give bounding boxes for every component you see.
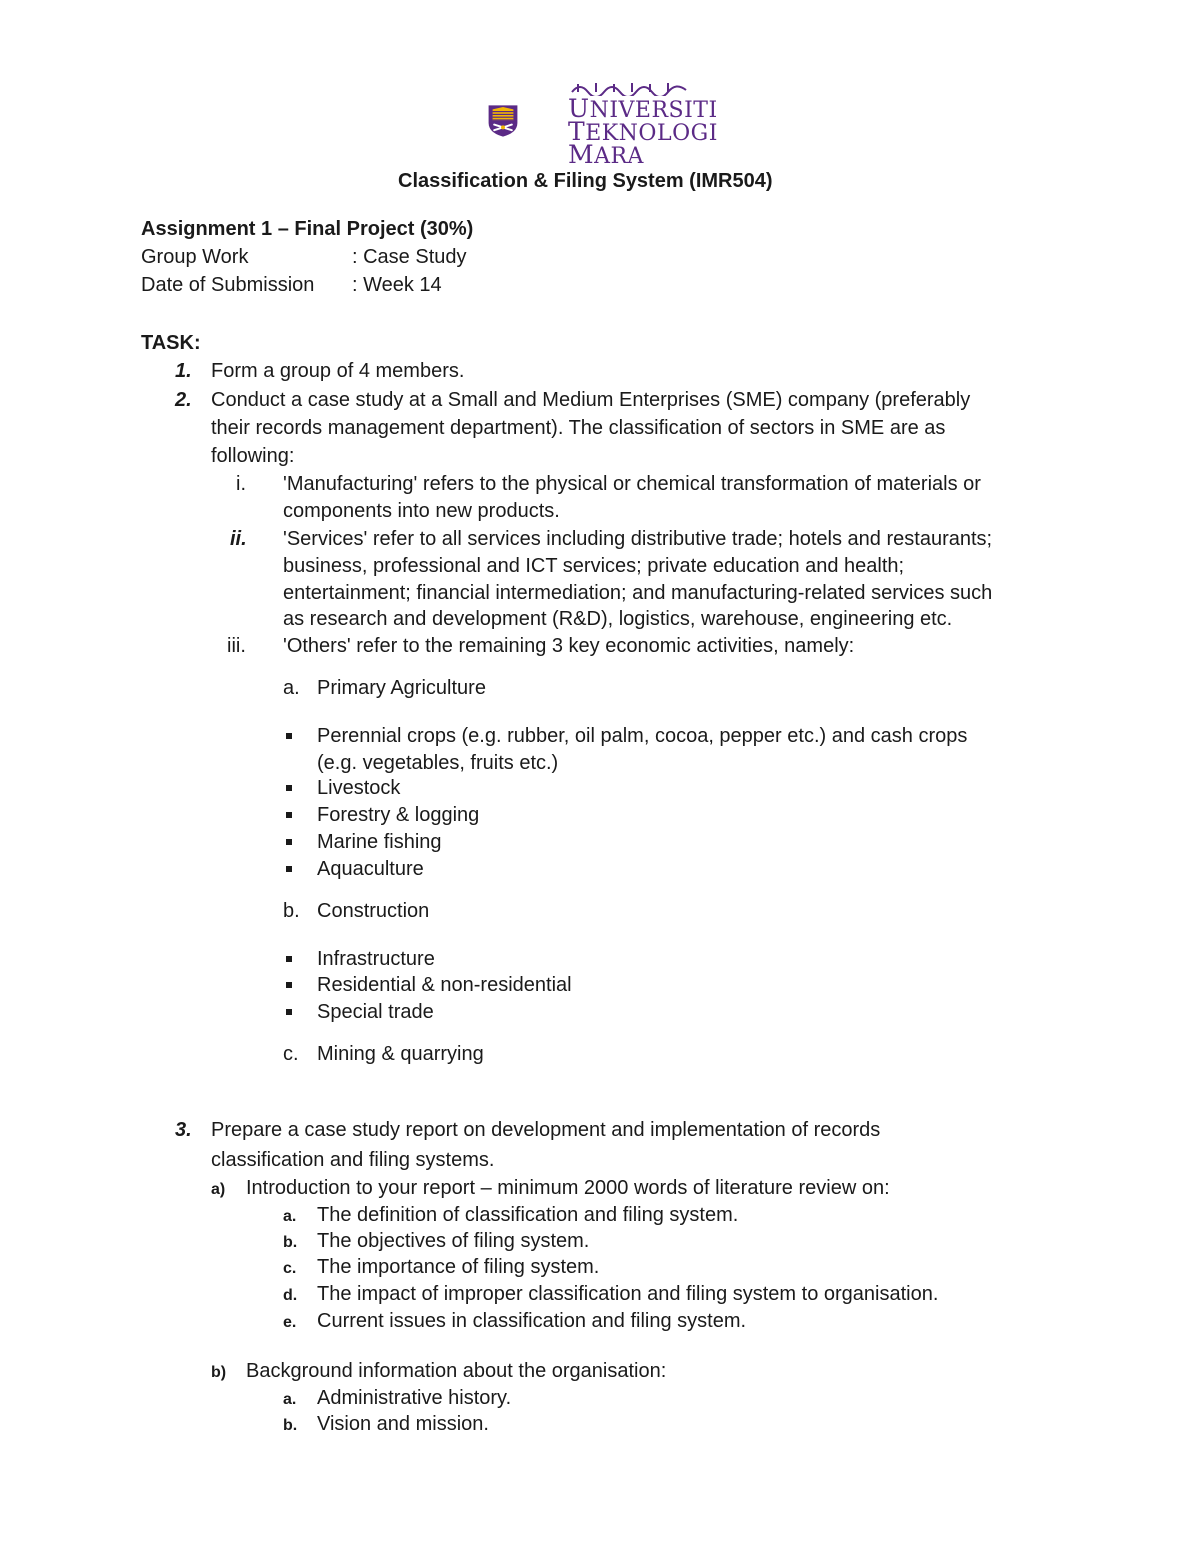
- sector-definition: 'Services' refer to all services including distributive trade; hotels and restaurants;: [283, 528, 993, 550]
- university-name: UNIVERSITI TEKNOLOGI MARA: [568, 94, 718, 169]
- bullet-item: Livestock: [317, 777, 401, 799]
- group-work-value: : Case Study: [352, 246, 467, 268]
- submission-date-label: Date of Submission: [141, 274, 315, 296]
- bullet-icon: [286, 839, 292, 845]
- sector-definition: entertainment; financial intermediation; and manufacturing-related services such: [283, 582, 993, 604]
- sub-item-text: Background information about the organisation:: [246, 1360, 667, 1382]
- bullet-item: Aquaculture: [317, 858, 424, 880]
- sector-definition: business, professional and ICT services; private education and health;: [283, 555, 905, 577]
- activity-label: c.: [283, 1043, 299, 1065]
- bullet-item: Forestry & logging: [317, 804, 480, 826]
- activity-label: a.: [283, 677, 300, 699]
- sub-item-label: a): [211, 1181, 226, 1198]
- sub-item-label: b): [211, 1364, 227, 1381]
- bullet-item: Perennial crops (e.g. rubber, oil palm, cocoa, pepper etc.) and cash crops: [317, 725, 968, 747]
- sub-list-label: c.: [283, 1260, 297, 1277]
- task-item-text: Conduct a case study at a Small and Medium Enterprises (SME) company (preferably: [211, 389, 971, 411]
- assignment-heading: Assignment 1 – Final Project (30%): [141, 218, 474, 240]
- uitm-crest-icon: [487, 80, 567, 162]
- task-item-text: following:: [211, 445, 295, 467]
- sub-list-text: The definition of classification and filing system.: [317, 1204, 739, 1226]
- task-item-number: 2.: [175, 389, 192, 411]
- activity-title: Construction: [317, 900, 430, 922]
- bullet-item: Residential & non-residential: [317, 974, 572, 996]
- sector-definition: 'Manufacturing' refers to the physical or chemical transformation of materials or: [283, 473, 981, 495]
- task-item-number: 1.: [175, 360, 192, 382]
- group-work-label: Group Work: [141, 246, 249, 268]
- sub-list-label: b.: [283, 1417, 298, 1434]
- page-title: Classification & Filing System (IMR504): [398, 170, 773, 192]
- sub-item-text: Introduction to your report – minimum 2000 words of literature review on:: [246, 1177, 890, 1199]
- sector-definition: components into new products.: [283, 500, 560, 522]
- sub-list-text: The objectives of filing system.: [317, 1230, 590, 1252]
- task-item-text: Prepare a case study report on development and implementation of records: [211, 1119, 881, 1141]
- sub-list-label: a.: [283, 1208, 297, 1225]
- task-item-number: 3.: [175, 1119, 192, 1141]
- task-heading: TASK:: [141, 332, 201, 354]
- roman-numeral: iii.: [227, 635, 246, 657]
- activity-label: b.: [283, 900, 300, 922]
- roman-numeral: ii.: [230, 528, 247, 550]
- sub-list-label: a.: [283, 1391, 297, 1408]
- bullet-icon: [286, 866, 292, 872]
- bullet-icon: [286, 812, 292, 818]
- sector-definition: 'Others' refer to the remaining 3 key economic activities, namely:: [283, 635, 855, 657]
- sector-definition: as research and development (R&D), logistics, warehouse, engineering etc.: [283, 608, 953, 630]
- submission-date-value: : Week 14: [352, 274, 442, 296]
- bullet-item: Marine fishing: [317, 831, 442, 853]
- bullet-item: (e.g. vegetables, fruits etc.): [317, 752, 559, 774]
- bullet-icon: [286, 956, 292, 962]
- sub-list-text: Current issues in classification and filing system.: [317, 1310, 747, 1332]
- bullet-icon: [286, 785, 292, 791]
- bullet-icon: [286, 733, 292, 739]
- bullet-item: Infrastructure: [317, 948, 435, 970]
- bullet-icon: [286, 1009, 292, 1015]
- task-item-text: their records management department). The classification of sectors in SME are as: [211, 417, 946, 439]
- bullet-icon: [286, 982, 292, 988]
- bullet-item: Special trade: [317, 1001, 434, 1023]
- task-item-text: classification and filing systems.: [211, 1149, 495, 1171]
- roman-numeral: i.: [236, 473, 246, 495]
- sub-list-label: e.: [283, 1314, 297, 1331]
- activity-title: Primary Agriculture: [317, 677, 486, 699]
- sub-list-text: The impact of improper classification and filing system to organisation.: [317, 1283, 939, 1305]
- sub-list-label: d.: [283, 1287, 298, 1304]
- activity-title: Mining & quarrying: [317, 1043, 484, 1065]
- sub-list-text: Administrative history.: [317, 1387, 512, 1409]
- sub-list-text: Vision and mission.: [317, 1413, 489, 1435]
- sub-list-text: The importance of filing system.: [317, 1256, 600, 1278]
- task-item-text: Form a group of 4 members.: [211, 360, 465, 382]
- sub-list-label: b.: [283, 1234, 298, 1251]
